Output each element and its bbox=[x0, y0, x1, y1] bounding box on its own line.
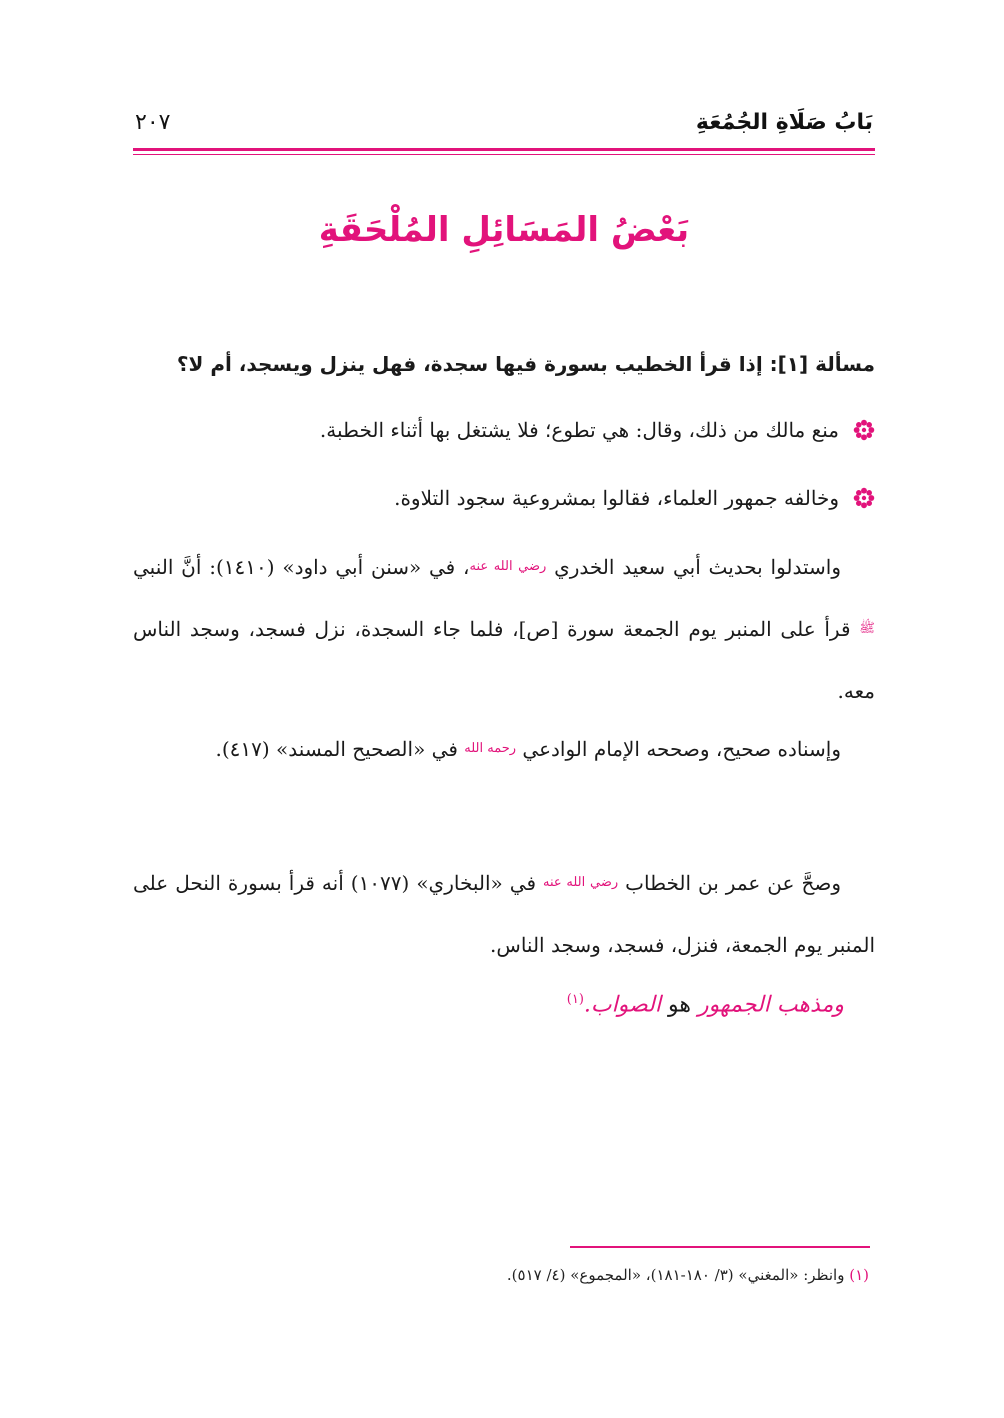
footnote-reference[interactable]: (١) bbox=[566, 992, 584, 1007]
conclusion-suffix: الصواب. bbox=[583, 992, 661, 1018]
conclusion-middle: هو bbox=[668, 992, 691, 1018]
footnote bbox=[507, 1266, 869, 1284]
header-rule-thick bbox=[133, 148, 875, 151]
section-title: بَعْضُ المَسَائِلِ المُلْحَقَةِ bbox=[318, 210, 690, 250]
paragraph bbox=[133, 852, 875, 976]
footnote-number: (١) bbox=[849, 1266, 869, 1284]
footnote-text: وانظر: «المغني» (٣/ ١٨٠-١٨١)، «المجموع» (٤/ ٥١٧). bbox=[506, 1266, 845, 1284]
header-rule-thin bbox=[133, 154, 875, 155]
paragraph-text: ، في «سنن أبي داود» (١٤١٠): أنَّ النبي bbox=[133, 555, 470, 579]
conclusion bbox=[567, 992, 844, 1017]
running-header bbox=[133, 108, 873, 144]
flower-ornament-icon bbox=[853, 419, 875, 441]
page-number: ٢٠٧ bbox=[135, 110, 171, 135]
honorific: رضي الله عنه bbox=[543, 875, 619, 890]
question-heading: مسألة [١]: إذا قرأ الخطيب بسورة فيها سجدة، فهل ينزل ويسجد، أم لا؟ bbox=[176, 352, 875, 376]
honorific: رحمه الله bbox=[464, 741, 517, 756]
paragraph bbox=[133, 536, 875, 722]
bullet-text: منع مالك من ذلك، وقال: هي تطوع؛ فلا يشتغل بها أثناء الخطبة. bbox=[319, 418, 839, 442]
bullet-item bbox=[133, 478, 875, 518]
chapter-title: بَابُ صَلَاةِ الجُمُعَةِ bbox=[695, 110, 873, 135]
paragraph-text: وصحَّ عن عمر بن الخطاب bbox=[625, 871, 842, 895]
bullet-item bbox=[133, 410, 875, 450]
paragraph-text: وإسناده صحيح، وصححه الإمام الوادعي bbox=[522, 737, 841, 761]
bullet-text: وخالفه جمهور العلماء، فقالوا بمشروعية سجود التلاوة. bbox=[394, 486, 839, 510]
footnote-divider bbox=[570, 1246, 870, 1248]
paragraph bbox=[133, 718, 875, 780]
honorific: رضي الله عنه bbox=[469, 559, 547, 574]
honorific: ﷺ bbox=[859, 621, 875, 636]
paragraph-text: قرأ على المنبر يوم الجمعة سورة [ص]، فلما جاء السجدة، نزل فسجد، وسجد الناس معه. bbox=[133, 617, 875, 703]
conclusion-prefix: ومذهب الجمهور bbox=[697, 992, 844, 1018]
paragraph-text: واستدلوا بحديث أبي سعيد الخدري bbox=[554, 555, 842, 579]
flower-ornament-icon bbox=[853, 487, 875, 509]
paragraph-text: في «الصحيح المسند» (٤١٧). bbox=[215, 737, 458, 761]
paragraph-text: في «البخاري» (١٠٧٧) أنه قرأ بسورة النحل على المنبر يوم الجمعة، فنزل، فسجد، وسجد الناس. bbox=[133, 871, 875, 957]
